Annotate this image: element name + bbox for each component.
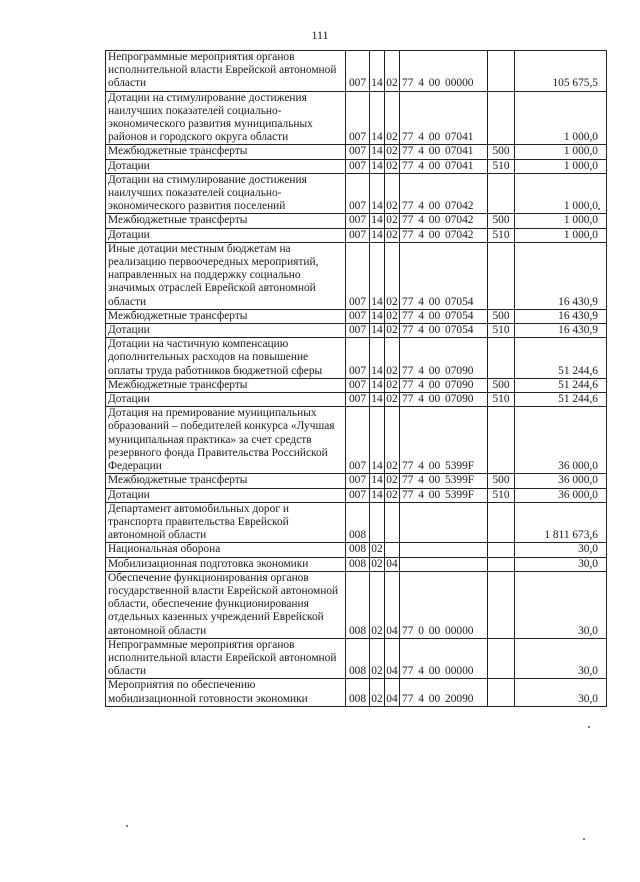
ministry-code: 008 bbox=[346, 679, 370, 706]
subsection-code: 04 bbox=[385, 571, 400, 638]
amount-value: 51 244,6 bbox=[515, 338, 607, 379]
ministry-code: 007 bbox=[346, 309, 370, 323]
subsection-code: 02 bbox=[386, 228, 398, 241]
ministry-code: 008 bbox=[346, 502, 370, 543]
section-code: 14 bbox=[370, 91, 385, 145]
section-code: 14 bbox=[370, 407, 385, 474]
row-name: Непрограммные мероприятия органов исполнительной власти Еврейской автономной области bbox=[106, 51, 346, 92]
expense-type-code: 500 bbox=[488, 378, 515, 392]
subsection-code: 02 bbox=[386, 214, 398, 227]
table-row bbox=[106, 378, 607, 392]
section-code: 14 bbox=[370, 173, 385, 214]
row-name: Иные дотации местным бюджетам на реализацию первоочередных мероприятий, направленных на поддержку социально значимых отраслей Еврейской автономной области bbox=[106, 242, 346, 309]
row-name: Дотации на стимулирование достижения наилучших показателей социально-экономического развития поселений bbox=[106, 173, 346, 214]
page-number: 111 bbox=[311, 28, 329, 42]
target-article-code: 77 4 00 5399F bbox=[400, 407, 488, 474]
amount-value: 16 430,9 bbox=[515, 324, 607, 338]
amount-value: 1 000,0 bbox=[515, 173, 607, 214]
row-name: Межбюджетные трансферты bbox=[106, 214, 346, 228]
ministry-code: 007 bbox=[346, 488, 370, 502]
amount-value: 36 000,0 bbox=[515, 474, 607, 488]
table-row bbox=[106, 214, 607, 228]
ministry-code: 007 bbox=[346, 338, 370, 379]
target-article-code: 77 4 00 07054 bbox=[400, 242, 488, 309]
amount-value: 1 000,0 bbox=[515, 91, 607, 145]
amount-value: 51 244,6 bbox=[515, 393, 607, 407]
target-article-code: 77 4 00 5399F bbox=[400, 488, 488, 502]
section-code: 14 bbox=[371, 309, 383, 322]
subsection-code: 02 bbox=[386, 324, 398, 337]
expense-type-code: 500 bbox=[488, 214, 515, 228]
section-code: 14 bbox=[371, 488, 383, 501]
subsection-code bbox=[385, 502, 400, 543]
section-code: 02 bbox=[370, 638, 385, 679]
section-code: 02 bbox=[371, 543, 383, 556]
subsection-code: 02 bbox=[385, 173, 400, 214]
section-code: 14 bbox=[371, 214, 383, 227]
target-article-code: 77 4 00 07090 bbox=[400, 393, 488, 407]
target-article-code: 77 4 00 07054 bbox=[400, 324, 488, 338]
ministry-code: 007 bbox=[346, 242, 370, 309]
row-name: Дотации bbox=[106, 228, 346, 242]
table-row bbox=[106, 502, 607, 543]
table-row bbox=[106, 407, 607, 474]
row-name: Дотации bbox=[106, 488, 346, 502]
ministry-code: 008 bbox=[346, 557, 370, 571]
section-code: 14 bbox=[371, 474, 383, 487]
amount-value: 30,0 bbox=[515, 557, 607, 571]
amount-value: 36 000,0 bbox=[515, 407, 607, 474]
ministry-code: 007 bbox=[346, 91, 370, 145]
row-name: Непрограммные мероприятия органов исполнительной власти Еврейской автономной области bbox=[106, 638, 346, 679]
row-name: Мероприятия по обеспечению мобилизационной готовности экономики bbox=[106, 679, 346, 706]
section-code: 14 bbox=[371, 159, 383, 172]
ministry-code: 007 bbox=[346, 159, 370, 173]
ministry-code: 007 bbox=[346, 393, 370, 407]
expense-type-code: 510 bbox=[488, 488, 515, 502]
ministry-code: 008 bbox=[346, 571, 370, 638]
ministry-code: 007 bbox=[346, 474, 370, 488]
subsection-code: 02 bbox=[385, 91, 400, 145]
target-article-code bbox=[400, 543, 488, 557]
expense-type-code bbox=[488, 51, 515, 92]
expense-type-code bbox=[488, 242, 515, 309]
table-row bbox=[106, 393, 607, 407]
target-article-code: 77 4 00 20090 bbox=[400, 679, 488, 706]
amount-value: 30,0 bbox=[515, 543, 607, 557]
scan-speck bbox=[583, 838, 585, 840]
expense-type-code: 500 bbox=[488, 309, 515, 323]
row-name: Дотация на премирование муниципальных образований – победителей конкурса «Лучшая муниципальная практика» за счет средств резервного фонда Правительства Российской Федерации bbox=[106, 407, 346, 474]
ministry-code: 008 bbox=[346, 543, 370, 557]
target-article-code: 77 4 00 07041 bbox=[400, 91, 488, 145]
row-name: Национальная оборона bbox=[106, 543, 346, 557]
row-name: Департамент автомобильных дорог и транспорта правительства Еврейской автономной области bbox=[106, 502, 346, 543]
amount-value: 30,0 bbox=[515, 571, 607, 638]
ministry-code: 007 bbox=[346, 173, 370, 214]
amount-value: 1 000,0 bbox=[515, 145, 607, 159]
ministry-code: 007 bbox=[346, 228, 370, 242]
ministry-code: 007 bbox=[346, 51, 370, 92]
table-row bbox=[106, 638, 607, 679]
table-row bbox=[106, 159, 607, 173]
expense-type-code bbox=[488, 338, 515, 379]
row-name: Дотации bbox=[106, 159, 346, 173]
table-row bbox=[106, 228, 607, 242]
section-code: 14 bbox=[370, 51, 385, 92]
target-article-code: 77 4 00 07054 bbox=[400, 309, 488, 323]
ministry-code: 007 bbox=[346, 324, 370, 338]
row-name: Обеспечение функционирования органов государственной власти Еврейской автономной области, обеспечение функционирования отдельных казенных учреждений Еврейской автономной области bbox=[106, 571, 346, 638]
section-code: 14 bbox=[370, 242, 385, 309]
row-name: Мобилизационная подготовка экономики bbox=[106, 557, 346, 571]
expense-type-code bbox=[488, 571, 515, 638]
subsection-code: 04 bbox=[385, 638, 400, 679]
scan-speck bbox=[598, 208, 600, 210]
table-row bbox=[106, 488, 607, 502]
subsection-code: 02 bbox=[386, 488, 398, 501]
subsection-code: 02 bbox=[386, 378, 398, 391]
expense-type-code bbox=[488, 557, 515, 571]
section-code: 14 bbox=[371, 393, 383, 406]
row-name: Межбюджетные трансферты bbox=[106, 474, 346, 488]
table-row bbox=[106, 51, 607, 92]
amount-value: 16 430,9 bbox=[515, 309, 607, 323]
expense-type-code bbox=[488, 543, 515, 557]
amount-value: 1 000,0 bbox=[515, 159, 607, 173]
target-article-code: 77 4 00 07090 bbox=[400, 338, 488, 379]
table-row bbox=[106, 324, 607, 338]
subsection-code: 02 bbox=[386, 159, 398, 172]
ministry-code: 008 bbox=[346, 638, 370, 679]
section-code bbox=[370, 502, 385, 543]
table-row bbox=[106, 91, 607, 145]
budget-table bbox=[105, 50, 607, 707]
expense-type-code bbox=[488, 502, 515, 543]
expense-type-code: 500 bbox=[488, 474, 515, 488]
section-code: 14 bbox=[371, 228, 383, 241]
target-article-code: 77 4 00 07042 bbox=[400, 228, 488, 242]
table-row bbox=[106, 474, 607, 488]
amount-value: 30,0 bbox=[515, 638, 607, 679]
expense-type-code: 510 bbox=[488, 393, 515, 407]
subsection-code bbox=[385, 543, 400, 557]
scan-speck bbox=[126, 825, 128, 827]
subsection-code: 04 bbox=[385, 679, 400, 706]
amount-value: 1 000,0 bbox=[515, 214, 607, 228]
amount-value: 36 000,0 bbox=[515, 488, 607, 502]
target-article-code: 77 4 00 07041 bbox=[400, 159, 488, 173]
subsection-code: 02 bbox=[385, 242, 400, 309]
row-name: Межбюджетные трансферты bbox=[106, 378, 346, 392]
amount-value: 1 000,0 bbox=[515, 228, 607, 242]
table-row bbox=[106, 173, 607, 214]
ministry-code: 007 bbox=[346, 407, 370, 474]
expense-type-code bbox=[488, 173, 515, 214]
section-code: 14 bbox=[371, 324, 383, 337]
section-code: 14 bbox=[371, 378, 383, 391]
target-article-code: 77 0 00 00000 bbox=[400, 571, 488, 638]
table-row bbox=[106, 309, 607, 323]
expense-type-code: 510 bbox=[488, 228, 515, 242]
amount-value: 51 244,6 bbox=[515, 378, 607, 392]
table-row bbox=[106, 571, 607, 638]
amount-value: 1 811 673,6 bbox=[515, 502, 607, 543]
row-name: Межбюджетные трансферты bbox=[106, 309, 346, 323]
table-row bbox=[106, 242, 607, 309]
subsection-code: 02 bbox=[385, 407, 400, 474]
row-name: Дотации bbox=[106, 324, 346, 338]
subsection-code: 02 bbox=[386, 309, 398, 322]
target-article-code: 77 4 00 07041 bbox=[400, 145, 488, 159]
target-article-code: 77 4 00 00000 bbox=[400, 638, 488, 679]
expense-type-code bbox=[488, 638, 515, 679]
table-row bbox=[106, 543, 607, 557]
target-article-code: 77 4 00 5399F bbox=[400, 474, 488, 488]
target-article-code: 77 4 00 07090 bbox=[400, 378, 488, 392]
expense-type-code: 500 bbox=[488, 145, 515, 159]
subsection-code: 02 bbox=[385, 338, 400, 379]
subsection-code: 02 bbox=[385, 51, 400, 92]
section-code: 14 bbox=[370, 338, 385, 379]
target-article-code: 77 4 00 00000 bbox=[400, 51, 488, 92]
section-code: 02 bbox=[370, 571, 385, 638]
section-code: 02 bbox=[371, 557, 383, 570]
ministry-code: 007 bbox=[346, 145, 370, 159]
table-row bbox=[106, 338, 607, 379]
table-row bbox=[106, 145, 607, 159]
expense-type-code bbox=[488, 679, 515, 706]
target-article-code bbox=[400, 502, 488, 543]
subsection-code: 02 bbox=[386, 145, 398, 158]
table-row bbox=[106, 557, 607, 571]
section-code: 14 bbox=[371, 145, 383, 158]
subsection-code: 02 bbox=[386, 393, 398, 406]
subsection-code: 02 bbox=[386, 474, 398, 487]
scan-speck bbox=[588, 726, 590, 728]
amount-value: 30,0 bbox=[515, 679, 607, 706]
expense-type-code bbox=[488, 91, 515, 145]
row-name: Дотации bbox=[106, 393, 346, 407]
table-row bbox=[106, 679, 607, 706]
expense-type-code: 510 bbox=[488, 159, 515, 173]
section-code: 02 bbox=[370, 679, 385, 706]
target-article-code bbox=[400, 557, 488, 571]
target-article-code: 77 4 00 07042 bbox=[400, 214, 488, 228]
subsection-code: 04 bbox=[386, 557, 398, 570]
target-article-code: 77 4 00 07042 bbox=[400, 173, 488, 214]
row-name: Дотации на стимулирование достижения наилучших показателей социально-экономического развития муниципальных районов и городского округа области bbox=[106, 91, 346, 145]
ministry-code: 007 bbox=[346, 378, 370, 392]
row-name: Дотации на частичную компенсацию дополнительных расходов на повышение оплаты труда работников бюджетной сферы bbox=[106, 338, 346, 379]
expense-type-code: 510 bbox=[488, 324, 515, 338]
amount-value: 105 675,5 bbox=[515, 51, 607, 92]
ministry-code: 007 bbox=[346, 214, 370, 228]
row-name: Межбюджетные трансферты bbox=[106, 145, 346, 159]
expense-type-code bbox=[488, 407, 515, 474]
amount-value: 16 430,9 bbox=[515, 242, 607, 309]
